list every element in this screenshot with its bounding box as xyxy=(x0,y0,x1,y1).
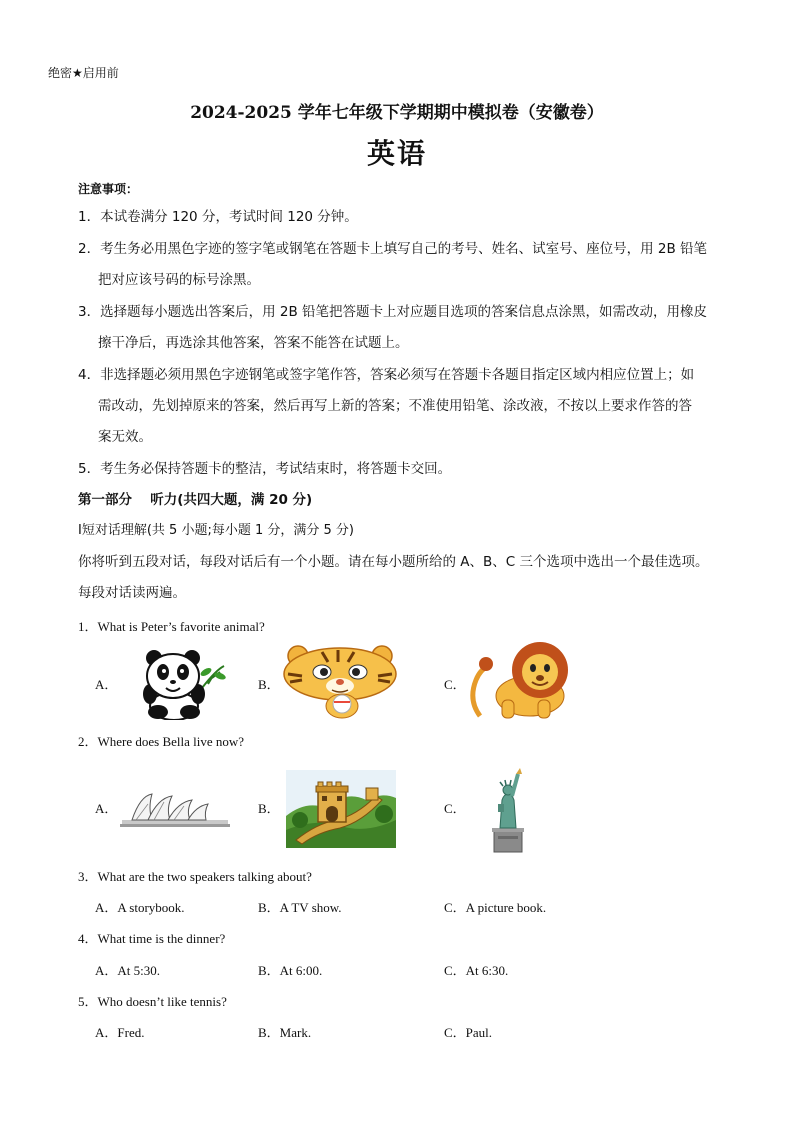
question-5-option-c: C．Paul. xyxy=(444,1025,493,1040)
question-3-option-a: A．A storybook. xyxy=(95,900,185,915)
instructions-line-2: 每段对话读两遍。 xyxy=(78,585,186,601)
great-wall-icon xyxy=(286,770,396,848)
question-5-stem: 5．Who doesn’t like tennis? xyxy=(78,994,227,1009)
question-5-option-b: B．Mark. xyxy=(258,1025,312,1040)
lion-icon xyxy=(466,640,584,720)
question-1-stem: 1．What is Peter’s favorite animal? xyxy=(78,619,265,634)
question-1-option-a: A． xyxy=(95,677,118,692)
panda-icon xyxy=(124,648,230,720)
sydney-opera-house-icon xyxy=(118,790,232,830)
secret-mark: 绝密★启用前 xyxy=(48,66,119,80)
question-5-option-a: A．Fred. xyxy=(95,1025,145,1040)
question-3-option-c: C．A picture book. xyxy=(444,900,547,915)
section1-heading: Ⅰ短对话理解(共 5 小题;每小题 1 分，满分 5 分) xyxy=(78,523,354,538)
notice-item-1: 1．本试卷满分 120 分，考试时间 120 分钟。 xyxy=(78,209,358,225)
notice-item-3-cont: 擦干净后，再选涂其他答案，答案不能答在试题上。 xyxy=(98,335,409,351)
notice-item-2-cont: 把对应该号码的标号涂黑。 xyxy=(98,272,260,288)
part1-heading: 第一部分 听力(共四大题，满 20 分) xyxy=(78,492,313,508)
tiger-icon xyxy=(282,644,400,720)
subject-title: 英语 xyxy=(366,137,427,170)
exam-title: 2024-2025 学年七年级下学期期中模拟卷（安徽卷） xyxy=(190,103,604,123)
question-4-option-b: B．At 6:00. xyxy=(258,963,323,978)
question-3-stem: 3．What are the two speakers talking about? xyxy=(78,869,312,884)
question-3-option-b: B．A TV show. xyxy=(258,900,342,915)
notice-item-2: 2．考生务必用黑色字迹的签字笔或钢笔在答题卡上填写自己的考号、姓名、试室号、座位号，用 2B 铅笔 xyxy=(78,241,708,257)
question-2-option-c: C． xyxy=(444,801,466,816)
question-4-stem: 4．What time is the dinner? xyxy=(78,931,226,946)
question-2-option-a: A． xyxy=(95,801,118,816)
question-4-option-a: A．At 5:30. xyxy=(95,963,161,978)
statue-of-liberty-icon xyxy=(488,766,528,854)
notice-item-4: 4．非选择题必须用黑色字迹钢笔或签字笔作答，答案必须写在答题卡各题目指定区域内相应位置上；如 xyxy=(78,367,695,383)
notice-heading: 注意事项： xyxy=(78,182,139,196)
question-4-option-c: C．At 6:30. xyxy=(444,963,509,978)
question-1-option-b: B． xyxy=(258,677,280,692)
notice-item-3: 3．选择题每小题选出答案后，用 2B 铅笔把答题卡上对应题目选项的答案信息点涂黑，如需改动，用橡皮 xyxy=(78,304,708,320)
instructions-line-1: 你将听到五段对话，每段对话后有一个小题。请在每小题所给的 A、B、C 三个选项中选出一个最佳选项。 xyxy=(78,554,709,570)
question-2-option-b: B． xyxy=(258,801,280,816)
question-1-option-c: C． xyxy=(444,677,466,692)
notice-item-4-cont: 需改动，先划掉原来的答案，然后再写上新的答案；不准使用铅笔、涂改液，不按以上要求作答的答 xyxy=(98,398,692,414)
notice-item-4-cont2: 案无效。 xyxy=(98,429,152,445)
question-2-stem: 2．Where does Bella live now? xyxy=(78,734,245,749)
notice-item-5: 5．考生务必保持答题卡的整洁，考试结束时，将答题卡交回。 xyxy=(78,461,452,477)
